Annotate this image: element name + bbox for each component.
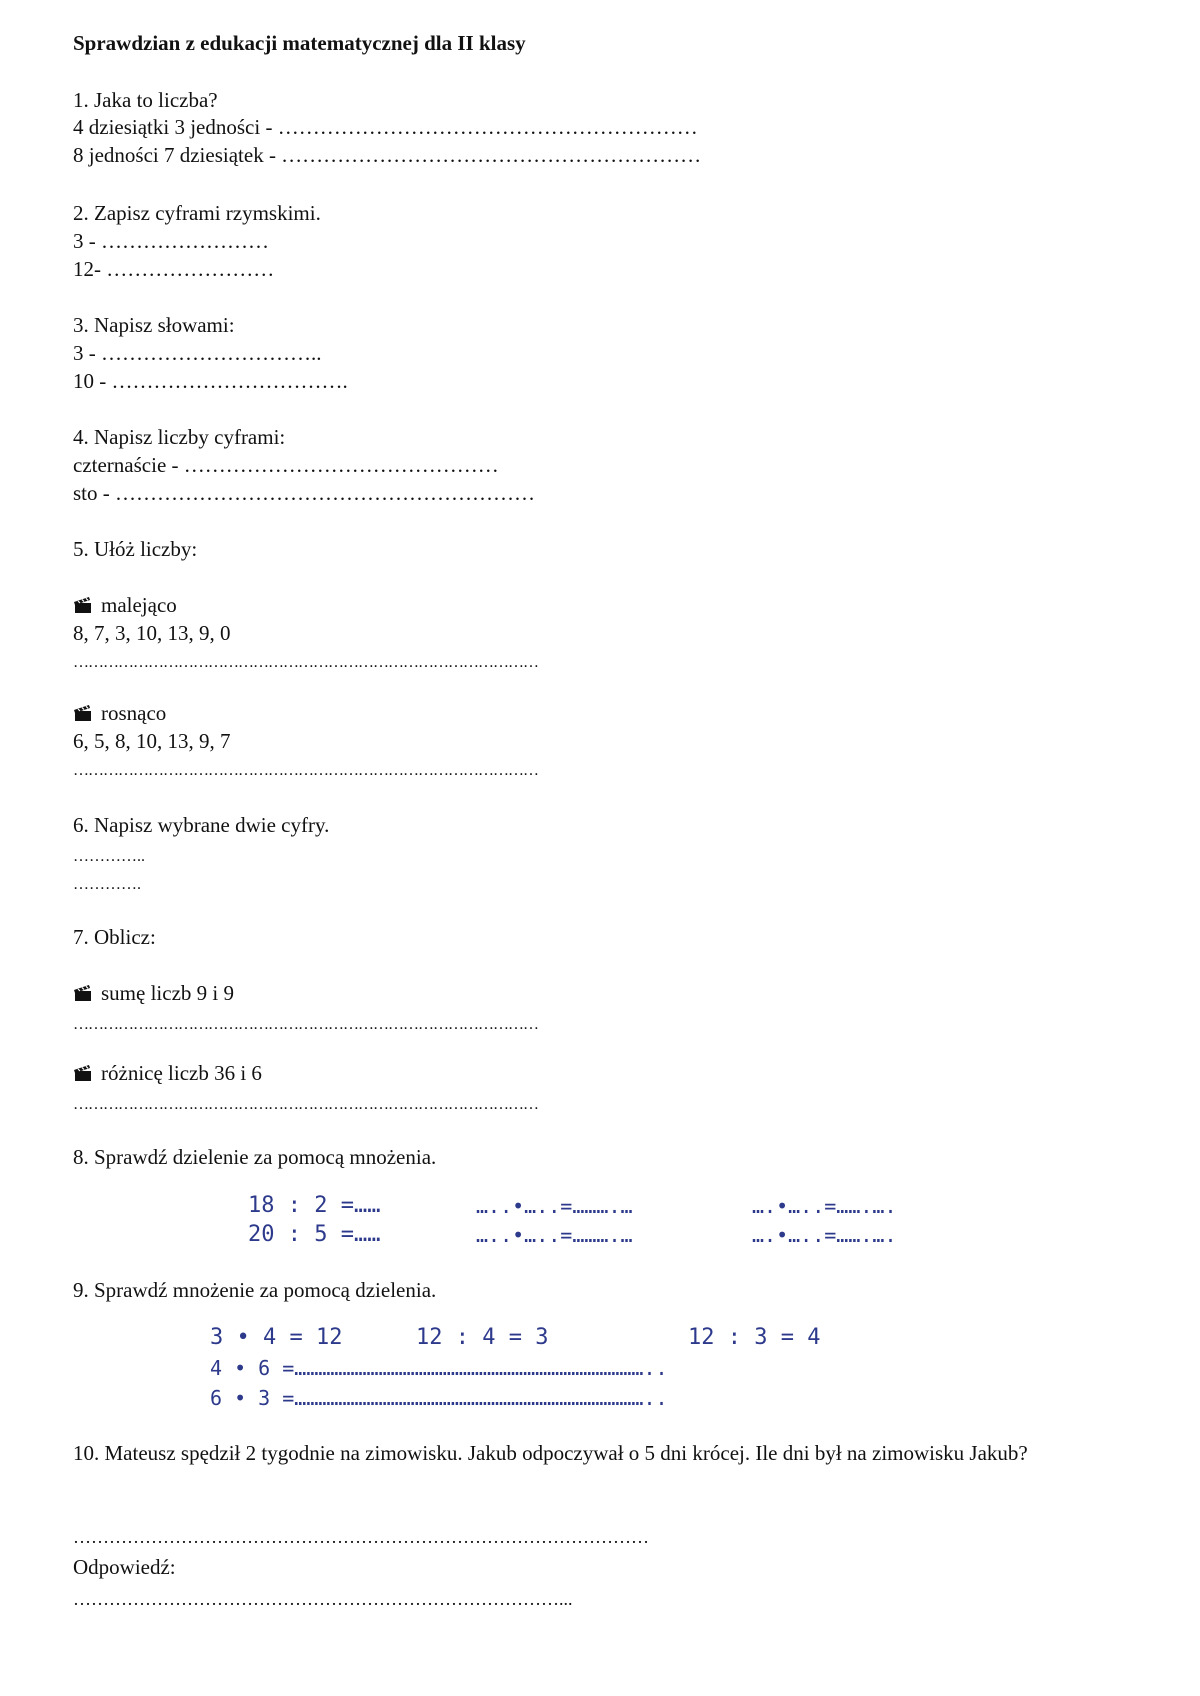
q3-line-1: 3 - ………………………….. [73,341,322,365]
q8-row2-check-2: ….•…..=…….…. [752,1223,897,1247]
q7-sum-label: sumę liczb 9 i 9 [101,981,234,1005]
q4-line-2: sto - …………………………………………………… [73,481,535,505]
q9-heading: 9. Sprawdź mnożenie za pomocą dzielenia. [73,1278,437,1302]
q5-heading: 5. Ułóż liczby: [73,537,198,561]
q3-line-2: 10 - ……………………………. [73,369,348,393]
q6-heading: 6. Napisz wybrane dwie cyfry. [73,813,330,837]
q7-diff-answer-line: ………………………………………………………………………………… [73,1096,538,1113]
q7-diff [73,1060,262,1089]
q8-row2-check-1: …..•…..=……….… [476,1223,633,1247]
page-title: Sprawdzian z edukacji matematycznej dla II klasy [73,31,526,55]
q7-sum-answer-line: ………………………………………………………………………………… [73,1016,538,1033]
q5-decreasing [73,592,177,621]
q3-heading: 3. Napisz słowami: [73,313,235,337]
q5-increasing-numbers: 6, 5, 8, 10, 13, 9, 7 [73,729,231,753]
clapperboard-icon [73,982,93,1009]
q5-increasing [73,700,166,729]
q10-answer-label: Odpowiedź: [73,1555,176,1579]
q8-row1-check-2: ….•…..=…….…. [752,1194,897,1218]
q7-heading: 7. Oblicz: [73,925,156,949]
q10-text: 10. Mateusz spędził 2 tygodnie na zimowisku. Jakub odpoczywał o 5 dni krócej. Ile dni był na zimowisku Jakub? [73,1441,1028,1465]
q9-task-1: 4 • 6 =…………………………………………………………………………….. [210,1356,668,1380]
q5-decreasing-label: malejąco [101,593,177,617]
q4-heading: 4. Napisz liczby cyframi: [73,425,286,449]
q6-line-1: ………….. [73,848,145,865]
q5-increasing-label: rosnąco [101,701,167,725]
clapperboard-icon [73,1062,93,1089]
q9-example-1: 3 • 4 = 12 [210,1325,343,1350]
q5-decreasing-answer-line: ………………………………………………………………………………… [73,654,538,671]
clapperboard-icon [73,594,93,621]
q4-line-1: czternaście - ……………………………………… [73,453,499,477]
q6-line-2: …………. [73,876,141,893]
q7-diff-label: różnicę liczb 36 i 6 [101,1061,262,1085]
q7-sum [73,980,234,1009]
q2-line-2: 12- …………………… [73,257,275,281]
q8-row1-division: 18 : 2 =…… [248,1193,381,1218]
q8-heading: 8. Sprawdź dzielenie za pomocą mnożenia. [73,1145,437,1169]
q10-work-line: …………………………………………………………………………………… [73,1527,649,1547]
q5-increasing-answer-line: ………………………………………………………………………………… [73,762,538,779]
q1-heading: 1. Jaka to liczba? [73,88,218,112]
q1-line-1: 4 dziesiątki 3 jedności - …………………………………………………… [73,115,698,139]
q5-decreasing-numbers: 8, 7, 3, 10, 13, 9, 0 [73,621,231,645]
q9-example-2: 12 : 4 = 3 [416,1325,549,1350]
q1-line-2: 8 jedności 7 dziesiątek - …………………………………………………… [73,143,702,167]
clapperboard-icon [73,702,93,729]
q2-heading: 2. Zapisz cyframi rzymskimi. [73,201,321,225]
q8-row1-check-1: …..•…..=……….… [476,1194,633,1218]
q9-example-3: 12 : 3 = 4 [688,1325,821,1350]
q2-line-1: 3 - …………………… [73,229,269,253]
q8-row2-division: 20 : 5 =…… [248,1222,381,1247]
q10-answer-line: ………………………………………………………………………... [73,1589,573,1609]
q9-task-2: 6 • 3 =…………………………………………………………………………….. [210,1386,668,1410]
